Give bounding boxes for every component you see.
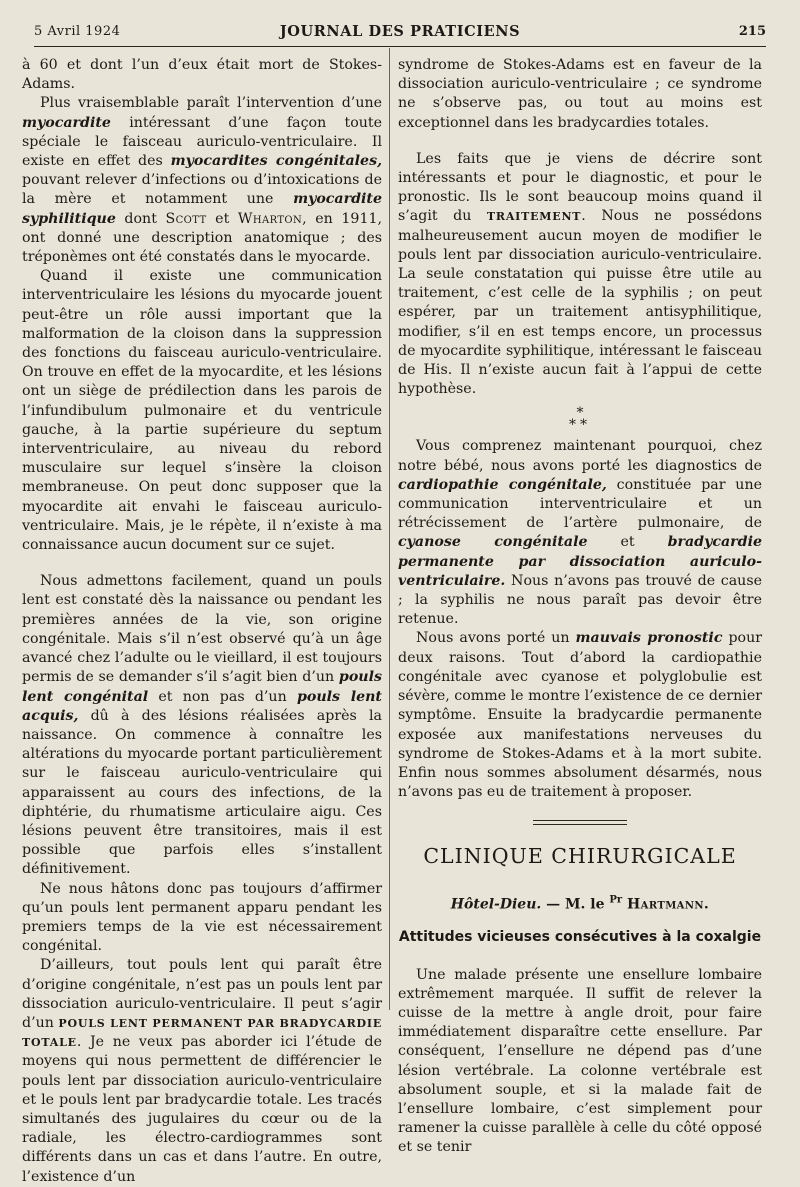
page-header — [34, 20, 766, 47]
paragraph: Une malade présente une ensellure lombaire extrêmement marquée. Il suffit de relever la cuisse de la mettre à angle droit, pour faire immédiatement disparaître cette ensellure. Par conséquent, l’ensellure ne dépend pas d’une lésion vertébrale. La colonne vertébrale est absolument souple, et si la malade fait de l’ensellure lombaire, c’est simplement pour ramener la cuisse parallèle à celle du côté opposé et se tenir — [398, 966, 762, 1156]
paragraph: Nous avons porté un mauvais pronostic pour deux raisons. Tout d’abord la cardiopathie congénitale avec cyanose et polyglobulie est sévère, comme le montre l’existence de ce dernier symptôme. Ensuite la bradycardie permanente exposée aux manifestations nerveuses du syndrome de Stokes-Adams et à la mort subite. Enfin nous sommes absolument désarmés, nous n’avons pas eu de traitement à proposer. — [398, 630, 762, 801]
left-column — [22, 56, 382, 1187]
paragraph: Vous comprenez maintenant pourquoi, chez notre bébé, nous avons porté les diagnostics de cardiopathie congénitale, constituée par une communication interventriculaire et un rétrécissement de l’artère pulmonaire, de cyanose congénitale et bradycardie permanente par dissociation auriculo-ventriculaire. Nous n’avons pas trouvé de cause ; la syphilis ne nous paraît pas devoir être retenue. — [398, 438, 762, 628]
paragraph: D’ailleurs, tout pouls lent qui paraît être d’origine congénitale, n’est pas un pouls lent par dissociation auriculo-ventriculaire. Il peut s’agir d’un POULS LENT PERMANENT PAR BRADYCARDIE TOTALE. Je ne veux pas aborder ici l’étude de moyens qui nous permettent de différencier le pouls lent par dissociation auriculo-ventriculaire et le pouls lent par bradycardie totale. Les tracés simultanés des jugulaires du cœur ou de la radiale, les électro-cardiogrammes sont différents dans un cas et dans l’autre. En outre, l’existence d’un — [22, 957, 382, 1185]
emphasis: myocardites congénitales, — [170, 153, 383, 170]
emphasis: pouls lent congénital — [22, 669, 382, 705]
page-number: 215 — [738, 24, 766, 39]
author-name: Wharton — [237, 210, 303, 227]
asterism-top: * — [576, 405, 584, 422]
article-subheading: Attitudes vicieuses consécutives à la coxalgie — [398, 929, 762, 946]
emphasis: myocardite — [22, 114, 111, 131]
paragraph: à 60 et dont l’un d’eux était mort de Stokes-Adams. — [22, 57, 382, 93]
header-date: 5 Avril 1924 — [34, 24, 121, 39]
paragraph: syndrome de Stokes-Adams est en faveur de la dissociation auriculo-ventriculaire ; ce syndrome ne s’observe pas, ou tout au moins est exceptionnel dans les bradycardies totales. — [398, 57, 762, 131]
emphasis: bradycardie permanente par dissociation auriculo-ventriculaire. — [398, 534, 762, 589]
byline-place: Hôtel-Dieu. — [450, 896, 542, 913]
section-title: CLINIQUE CHIRURGICALE — [423, 844, 737, 869]
column-divider — [389, 48, 390, 1010]
emphasis: cardiopathie congénitale, — [398, 476, 607, 493]
caps-term: TRAITEMENT — [486, 210, 582, 224]
author-name: Scott — [165, 210, 207, 227]
byline-name: Hartmann. — [627, 896, 710, 913]
caps-term: POULS LENT PERMANENT PAR BRADYCARDIE TOTALE — [22, 1016, 382, 1050]
section-divider — [533, 820, 627, 825]
emphasis: cyanose congénitale — [398, 534, 588, 551]
emphasis: pouls lent acquis, — [22, 688, 382, 724]
paragraph: Les faits que je viens de décrire sont intéressants et pour le diagnostic, et pour le pronostic. Ils le sont beaucoup moins quand il s’agit du TRAITEMENT. Nous ne possédons malheureusement aucun moyen de modifier le pouls lent par dissociation auriculo-ventriculaire. La seule constatation qui puisse être utile au traitement, c’est celle de la syphilis ; on peut espérer, par un traitement antisyphilitique, modifier, s’il en est temps encore, un processus de myocardite syphilitique, intéressant le faisceau de His. Il n’existe aucun fait à l’appui de cette hypothèse. — [398, 150, 762, 398]
byline: Hôtel-Dieu. — M. le $^{Pr}$ Hartmann. — [450, 894, 710, 913]
paragraph: Quand il existe une communication interventriculaire les lésions du myocarde jouent peut-être un rôle aussi important que la malformation de la cloison dans la suppression des fonctions du faisceau auriculo-ventriculaire. On trouve en effet de la myocardite, et les lésions ont un siège de prédilection dans les parois de l’infundibulum pulmonaire et du ventricule gauche, à la partie supérieure du septum interventriculaire, au niveau du rebord musculaire sur lequel s’insère la cloison membraneuse. On peut donc supposer que la myocardite ait envahi le faisceau auriculo-ventriculaire. Mais, je le répète, il n’existe à ma connaissance aucun document sur ce sujet. — [22, 268, 382, 554]
emphasis: mauvais pronostic — [575, 630, 723, 647]
emphasis: myocardite syphilitique — [22, 191, 382, 227]
section-asterism — [398, 405, 762, 434]
journal-title: JOURNAL DES PRATICIENS — [279, 23, 521, 40]
byline-title: Pr — [609, 894, 623, 906]
paragraph: Ne nous hâtons donc pas toujours d’affirmer qu’un pouls lent permanent apparu pendant les premiers temps de la vie est nécessairement congénital. — [22, 880, 382, 955]
paragraph: Plus vraisemblable paraît l’intervention d’une myocardite intéressant d’une façon toute spéciale le faisceau auriculo-ventriculaire. Il existe en effet des myocardites congénitales, pouvant relever d’infections ou d’intoxications de la mère et notamment une myocardite syphilitique dont Scott et Wharton, en 1911, ont donné une description anatomique ; des tréponèmes ont été constatés dans le myocarde. — [22, 95, 383, 266]
asterism-bottom: ** — [569, 417, 591, 434]
paragraph: Nous admettons facilement, quand un pouls lent est constaté dès la naissance ou pendant les premières années de la vie, son origine congénitale. Mais s’il n’est observé qu’à un âge avancé chez l’adulte ou le vieillard, il est toujours permis de se demander s’il s’agit bien d’un pouls lent congénital et non pas d’un pouls lent acquis, dû à des lésions réalisées après la naissance. On commence à connaître les altérations du myocarde portant particulièrement sur le faisceau auriculo-ventriculaire qui apparaissent au cours des infections, de la diphtérie, du rhumatisme articulaire aigu. Ces lésions peuvent être transitoires, mais il est possible que parfois elles s’installent définitivement. — [22, 573, 382, 878]
right-column — [398, 56, 762, 1158]
